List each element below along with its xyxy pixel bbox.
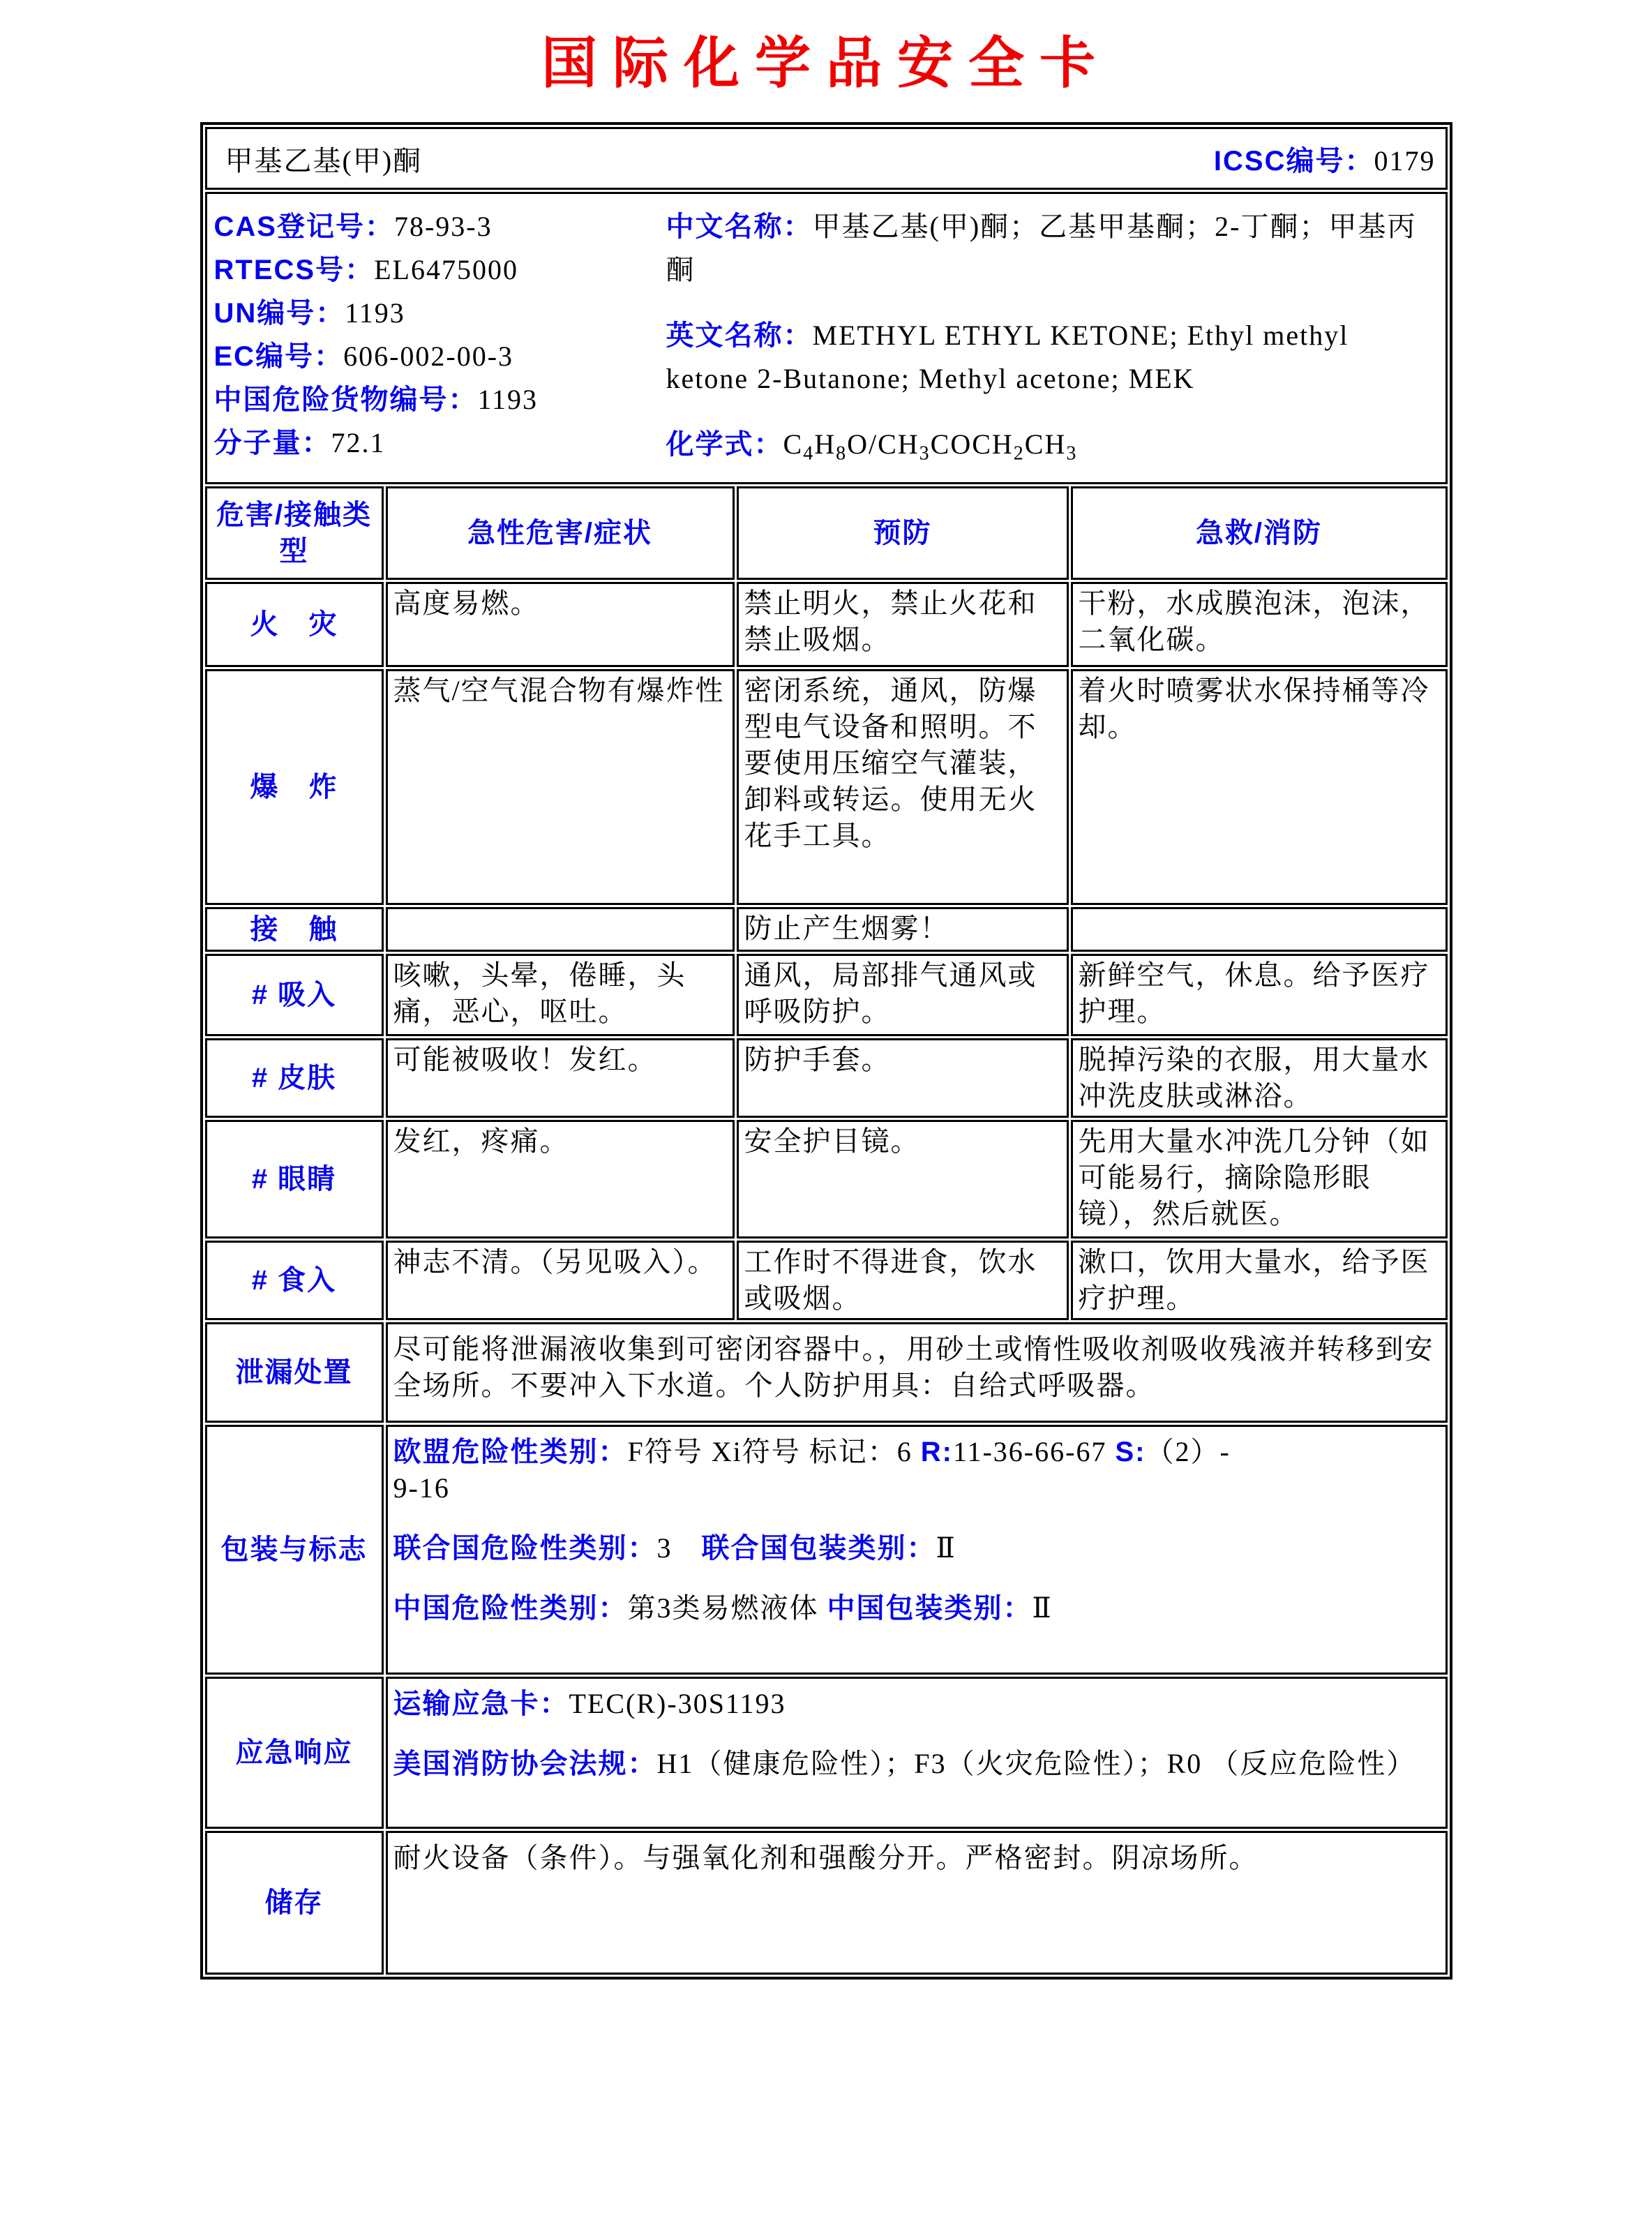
icsc-label: ICSC编号： [1213,145,1374,177]
first-aid-cell: 先用大量水冲洗几分钟（如可能易行，摘除隐形眼镜），然后就医。 [1071,1120,1448,1239]
paragraph [393,1331,1441,1404]
field-value: 3 [1066,442,1078,465]
identifiers-left-column [214,205,666,475]
paragraph [393,1434,1441,1506]
substance-name: 甲基乙基(甲)酮 [225,144,423,177]
identifier-line [214,292,666,335]
field-value: COCH [930,428,1014,460]
field-label: R: [920,1437,953,1468]
hazard-type-column-header: 危害/接触类型 [205,486,384,580]
identifier-label: 化学式： [666,429,783,460]
row-label: 应急响应 [205,1677,384,1829]
identifier-block [666,205,1439,292]
identifier-value: 78-93-3 [393,211,493,242]
first-aid-cell: 新鲜空气，休息。给予医疗护理。 [1071,954,1448,1036]
identifier-label: 中国危险货物编号： [213,384,478,415]
field-value: C [783,428,804,460]
field-value: 3 [656,1532,702,1564]
icsc-number: 0179 [1374,144,1436,177]
field-value: 3 [919,442,931,465]
column-header: 急性危害/症状 [386,486,735,580]
first-aid-cell: 着火时喷雾状水保持桶等冷却。 [1071,669,1448,905]
field-value: 2 [1013,442,1025,465]
identifiers-box [205,192,1448,484]
field-label: 中国危险性类别： [393,1593,628,1624]
identifier-label: EC编号： [213,341,344,372]
symptoms-cell [386,907,735,952]
identifier-line [214,421,666,465]
prevention-cell: 防护手套。 [737,1038,1069,1118]
field-value: 第3类易燃液体 [627,1592,827,1624]
symptoms-cell: 可能被吸收！发红。 [386,1038,735,1118]
field-label: S: [1115,1437,1146,1468]
identifier-line [214,205,666,248]
field-value: 耐火设备（条件）。与强氧化剂和强酸分开。严格密封。阴凉场所。 [393,1842,1259,1874]
field-value: 4 [803,442,815,465]
field-value: CH [1024,428,1067,460]
row-label: # 皮肤 [205,1038,384,1118]
first-aid-cell: 漱口，饮用大量水，给予医疗护理。 [1071,1241,1448,1320]
identifier-label: CAS登记号： [213,211,394,242]
field-value: O/CH [847,428,919,460]
paragraph [393,1746,1441,1782]
identifier-value: 606-002-00-3 [343,341,514,372]
field-value: 11-36-66-67 [952,1436,1116,1468]
first-aid-cell: 脱掉污染的衣服，用大量水冲洗皮肤或淋浴。 [1071,1038,1448,1118]
prevention-cell: 安全护目镜。 [737,1120,1069,1239]
row-label: # 眼睛 [205,1120,384,1239]
row-label: 储存 [205,1831,384,1975]
symptoms-cell: 高度易燃。 [386,582,735,667]
paragraph [393,1590,1441,1626]
first-aid-cell: 干粉，水成膜泡沫，泡沫，二氧化碳。 [1071,582,1448,667]
field-value: （2）- [1146,1436,1231,1468]
field-value: F符号 Xi符号 标记：6 [627,1436,921,1468]
identifier-block [666,314,1439,401]
column-header: 急救/消防 [1071,486,1448,580]
row-content [386,1831,1448,1975]
field-value: Ⅱ [936,1532,956,1564]
hazard-table [205,486,1448,1975]
identifier-value: 甲基乙基(甲)酮；乙基甲基酮；2-丁酮；甲基丙酮 [666,211,1417,285]
identifier-value: 1193 [345,297,405,329]
substance-header-row [205,127,1448,190]
safety-card [200,122,1452,1980]
row-content [386,1322,1448,1423]
row-label: 接 触 [205,907,384,952]
identifier-line [214,248,666,292]
page-title: 国际化学品安全卡 [541,33,1111,95]
row-label: 泄漏处置 [205,1322,384,1423]
prevention-cell: 防止产生烟雾！ [737,907,1069,952]
field-value: H1（健康危险性）；F3（火灾危险性）；R0 （反应危险性） [656,1748,1416,1780]
symptoms-cell: 咳嗽，头晕，倦睡，头痛，恶心，呕吐。 [386,954,735,1036]
prevention-cell: 通风，局部排气通风或呼吸防护。 [737,954,1069,1036]
identifier-value: 72.1 [331,427,386,458]
identifier-label: RTECS号： [213,255,375,285]
field-label: 欧盟危险性类别： [393,1437,628,1468]
symptoms-cell: 神志不清。（另见吸入）。 [386,1241,735,1320]
prevention-cell: 工作时不得进食，饮水或吸烟。 [737,1241,1069,1320]
identifier-label: UN编号： [213,298,345,329]
field-label: 运输应急卡： [393,1689,569,1720]
symptoms-cell: 蒸气/空气混合物有爆炸性 [386,669,735,905]
field-label: 联合国包装类别： [701,1533,936,1564]
identifier-line [214,335,666,378]
paragraph [393,1530,1441,1566]
prevention-cell: 密闭系统，通风，防爆型电气设备和照明。不要使用压缩空气灌装，卸料或转运。使用无火花手工具。 [737,669,1069,905]
identifier-line [214,378,666,421]
prevention-cell: 禁止明火，禁止火花和禁止吸烟。 [737,582,1069,667]
field-label: 中国包装类别： [827,1593,1032,1624]
identifier-label: 中文名称： [666,211,813,242]
field-label: 联合国危险性类别： [393,1533,657,1564]
row-label: 包装与标志 [205,1425,384,1675]
identifier-label: 英文名称： [666,320,813,351]
field-value: H [814,428,836,460]
identifier-value: METHYL ETHYL KETONE; Ethyl methyl ketone 2-Butanone; Methyl acetone; MEK [666,320,1349,394]
first-aid-cell [1071,907,1448,952]
paragraph [393,1686,1441,1722]
row-content [386,1425,1448,1675]
icsc-number-group [1214,139,1436,179]
symptoms-cell: 发红，疼痛。 [386,1120,735,1239]
row-label: # 吸入 [205,954,384,1036]
identifier-value: EL6475000 [374,254,518,285]
identifier-label: 分子量： [213,428,331,458]
field-value: Ⅱ [1032,1592,1053,1624]
identifier-block [666,423,1439,475]
field-label: 美国消防协会法规： [393,1749,657,1780]
column-header: 预防 [737,486,1069,580]
field-value: 9-16 [393,1472,450,1504]
paragraph [393,1840,1441,1876]
row-content [386,1677,1448,1829]
row-label: 火 灾 [205,582,384,667]
identifiers-right-column [666,205,1439,475]
identifier-value: 1193 [477,384,539,415]
row-label: # 食入 [205,1241,384,1320]
field-value: TEC(R)-30S1193 [569,1688,786,1720]
field-value: 尽可能将泄漏液收集到可密闭容器中。，用砂土或惰性吸收剂吸收残液并转移到安全场所。不要冲入下水道。个人防护用具：自给式呼吸器。 [393,1333,1434,1402]
row-label: 爆 炸 [205,669,384,905]
field-value: 8 [836,442,848,465]
